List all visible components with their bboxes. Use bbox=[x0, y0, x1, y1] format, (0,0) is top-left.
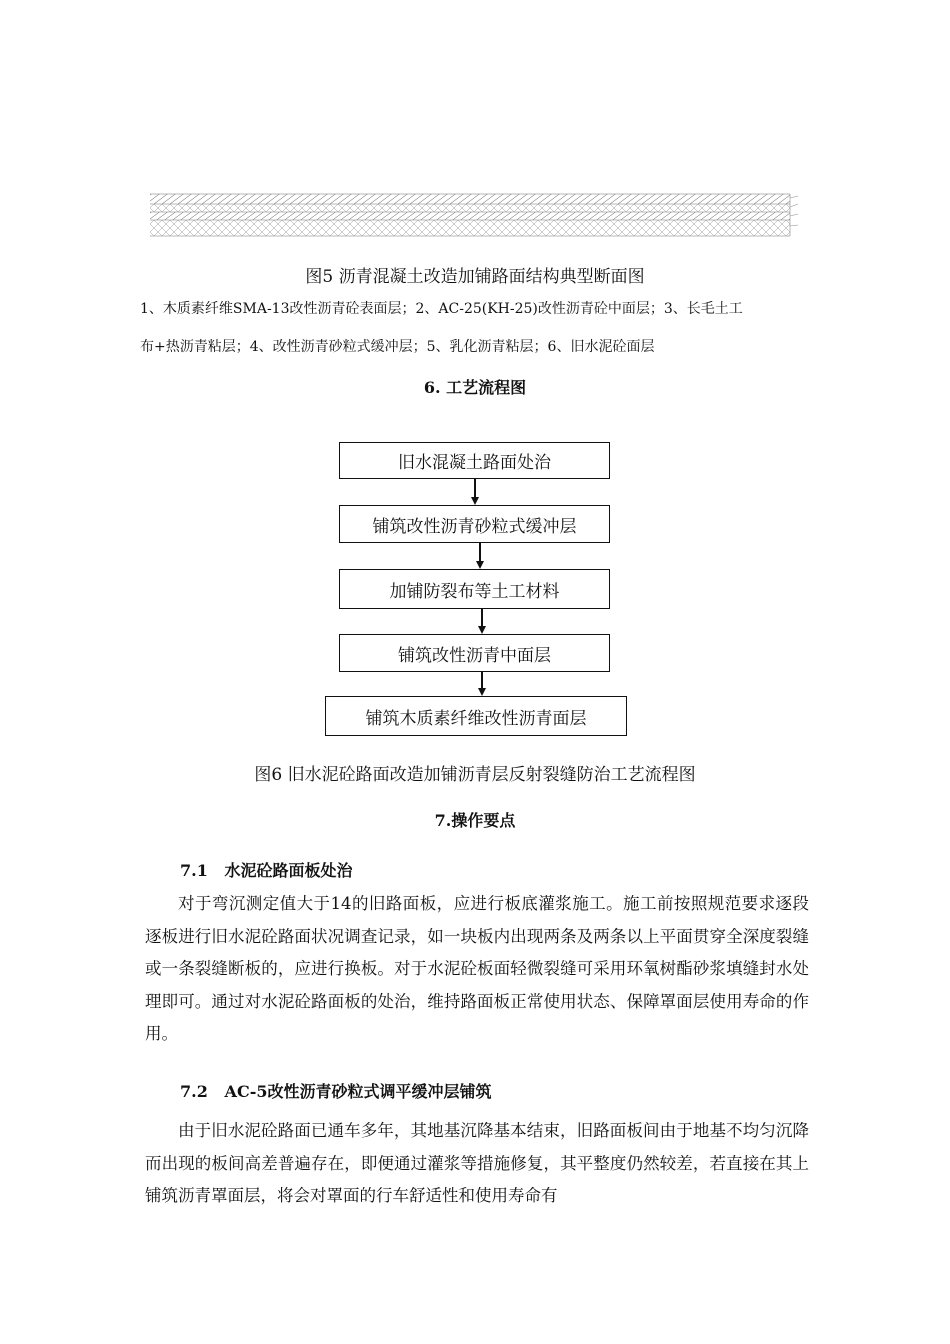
cross-section-drawing bbox=[150, 192, 800, 238]
flow-step-2: 铺筑改性沥青砂粒式缓冲层 bbox=[339, 505, 610, 543]
subsection-7-2-heading: 7.2 AC-5改性沥青砂粒式调平缓冲层铺筑 bbox=[180, 1082, 492, 1101]
flow-step-4: 铺筑改性沥青中面层 bbox=[339, 634, 610, 672]
figure5-caption: 图5 沥青混凝土改造加铺路面结构典型断面图 bbox=[305, 267, 645, 287]
pavement-cross-section-figure bbox=[150, 192, 800, 238]
flow-step-5: 铺筑木质素纤维改性沥青面层 bbox=[325, 696, 627, 736]
figure6-caption: 图6 旧水泥砼路面改造加铺沥青层反射裂缝防治工艺流程图 bbox=[254, 765, 696, 785]
flow-arrow-1 bbox=[474, 479, 476, 499]
subsection-7-1-heading: 7.1 水泥砼路面板处治 bbox=[180, 861, 353, 880]
arrow-down-icon bbox=[476, 561, 484, 569]
flow-arrow-2 bbox=[479, 543, 481, 563]
arrow-down-icon bbox=[478, 626, 486, 634]
section7-title: 7.操作要点 bbox=[434, 811, 516, 830]
flow-step-1: 旧水混凝土路面处治 bbox=[339, 442, 610, 479]
subsection-7-1-paragraph: 对于弯沉测定值大于14的旧路面板，应进行板底灌浆施工。施工前按照规范要求逐段逐板进行旧水泥砼路面状况调查记录，如一块板内出现两条及两条以上平面贯穿全深度裂缝或一条裂缝断板的，应进行换板。对于水泥砼板面轻微裂缝可采用环氧树酯砂浆填缝封水处理即可。通过对水泥砼路面板的处治，维持路面板正常使用状态、保障罩面层使用寿命的作用。 bbox=[145, 894, 809, 1043]
figure5-legend-line1: 1、木质素纤维SMA-13改性沥青砼表面层；2、AC-25(KH-25)改性沥青砼中面层；3、长毛土工 bbox=[140, 301, 743, 317]
figure5-legend-line2: 布+热沥青粘层；4、改性沥青砂粒式缓冲层；5、乳化沥青粘层；6、旧水泥砼面层 bbox=[140, 339, 655, 355]
section6-title: 6. 工艺流程图 bbox=[423, 378, 527, 397]
arrow-down-icon bbox=[478, 688, 486, 696]
subsection-7-2-paragraph: 由于旧水泥砼路面已通车多年，其地基沉降基本结束，旧路面板间由于地基不均匀沉降而出现的板间高差普遍存在，即便通过灌浆等措施修复，其平整度仍然较差，若直接在其上铺筑沥青罩面层，将会对罩面的行车舒适性和使用寿命有 bbox=[145, 1121, 809, 1205]
arrow-down-icon bbox=[471, 497, 479, 505]
flow-step-3: 加铺防裂布等土工材料 bbox=[339, 569, 610, 609]
